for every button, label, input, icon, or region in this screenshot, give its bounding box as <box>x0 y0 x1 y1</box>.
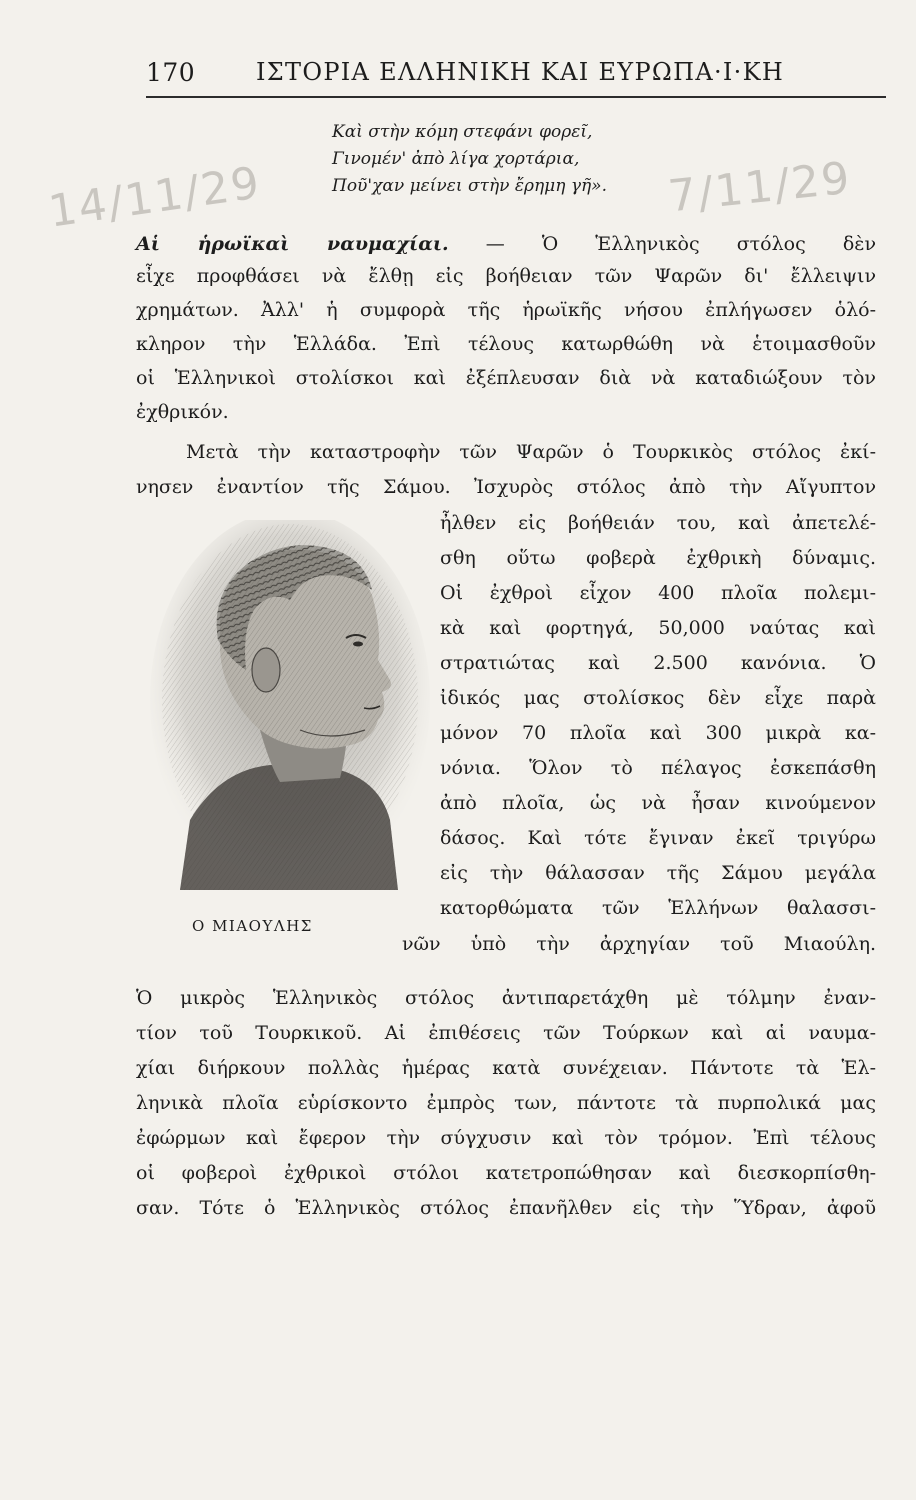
heading-line-text: — Ὁ Ἑλληνικὸς στόλος δὲν <box>485 233 877 255</box>
text-line: οἱ Ἑλληνικοὶ στολίσκοι καὶ ἐξέπλευσαν διὰ νὰ καταδιώξουν τὸν <box>136 367 876 389</box>
page-header <box>146 58 886 98</box>
text-line: σαν. Τότε ὁ Ἑλληνικὸς στόλος ἐπανῆλθεν εἰς τὴν Ὕδραν, ἀφοῦ <box>136 1197 876 1219</box>
text-line: δάσος. Καὶ τότε ἔγιναν ἐκεῖ τριγύρω <box>440 827 876 849</box>
portrait-caption: Ο ΜΙΑΟΥΛΗΣ <box>192 917 313 935</box>
text-line: Ὁ μικρὸς Ἑλληνικὸς στόλος ἀντιπαρετάχθη μὲ τόλμην ἐναν- <box>136 987 876 1009</box>
section-heading: Αἱ ἡρωϊκαὶ ναυμαχίαι. <box>136 233 449 255</box>
poem-line: Ποῦ'χαν μείνει στὴν ἔρημη γῆ». <box>332 176 607 196</box>
text-line: Μετὰ τὴν καταστροφὴν τῶν Ψαρῶν ὁ Τουρκικὸς στόλος ἐκί- <box>186 441 876 463</box>
header-rule <box>146 96 886 98</box>
text-line: ἦλθεν εἰς βοήθειάν του, καὶ ἀπετελέ- <box>440 512 876 534</box>
text-line: κληρον τὴν Ἑλλάδα. Ἐπὶ τέλους κατωρθώθη νὰ ἑτοιμασθοῦν <box>136 333 876 355</box>
text-line: μόνον 70 πλοῖα καὶ 300 μικρὰ κα- <box>440 722 876 744</box>
text-line: νησεν ἐναντίον τῆς Σάμου. Ἰσχυρὸς στόλος ἀπὸ τὴν Αἴγυπτον <box>136 476 876 498</box>
pencil-date-right: 7/11/29 <box>665 152 854 223</box>
text-line: νόνια. Ὅλον τὸ πέλαγος ἐσκεπάσθη <box>440 757 876 779</box>
poem-line: Γινομέν' ἀπὸ λίγα χορτάρια, <box>332 149 580 169</box>
text-line: Οἱ ἐχθροὶ εἶχον 400 πλοῖα πολεμι- <box>440 582 876 604</box>
page-number: 170 <box>146 58 196 87</box>
running-title: ΙΣΤΟΡΙΑ ΕΛΛΗΝΙΚΗ ΚΑΙ ΕΥΡΩΠΑ·Ι·ΚΗ <box>256 58 785 86</box>
section-heading-line <box>136 232 876 256</box>
portrait-engraving <box>150 520 430 910</box>
text-line: σθη οὕτω φοβερὰ ἐχθρικὴ δύναμις. <box>440 547 876 569</box>
text-line: ληνικὰ πλοῖα εὑρίσκοντο ἐμπρὸς των, πάντοτε τὰ πυρπολικά μας <box>136 1092 876 1114</box>
text-line: τίον τοῦ Τουρκικοῦ. Αἱ ἐπιθέσεις τῶν Τούρκων καὶ αἱ ναυμα- <box>136 1022 876 1044</box>
text-line: χίαι διήρκουν πολλὰς ἡμέρας κατὰ συνέχειαν. Πάντοτε τὰ Ἑλ- <box>136 1057 876 1079</box>
text-line: ἐφώρμων καὶ ἔφερον τὴν σύγχυσιν καὶ τὸν τρόμον. Ἐπὶ τέλους <box>136 1127 876 1149</box>
poem-quote <box>332 119 607 200</box>
text-line: εἶχε προφθάσει νὰ ἔλθῃ εἰς βοήθειαν τῶν Ψαρῶν δι' ἔλλειψιν <box>136 265 876 287</box>
text-line: νῶν ὑπὸ τὴν ἀρχηγίαν τοῦ Μιαούλη. <box>402 933 876 955</box>
text-line: κὰ καὶ φορτηγά, 50,000 ναύτας καὶ <box>440 617 876 639</box>
poem-line: Καὶ στὴν κόμη στεφάνι φορεῖ, <box>332 122 593 142</box>
text-line: χρημάτων. Ἀλλ' ἡ συμφορὰ τῆς ἡρωϊκῆς νήσου ἐπλήγωσεν ὁλό- <box>136 299 876 321</box>
text-line: οἱ φοβεροὶ ἐχθρικοὶ στόλοι κατετροπώθησαν καὶ διεσκορπίσθη- <box>136 1162 876 1184</box>
text-line: ἰδικός μας στολίσκος δὲν εἶχε παρὰ <box>440 687 876 709</box>
text-line: εἰς τὴν θάλασσαν τῆς Σάμου μεγάλα <box>440 862 876 884</box>
text-line: ἐχθρικόν. <box>136 401 229 423</box>
pencil-date-left: 14/11/29 <box>45 157 265 238</box>
text-line: στρατιώτας καὶ 2.500 κανόνια. Ὁ <box>440 652 876 674</box>
text-line: κατορθώματα τῶν Ἑλλήνων θαλασσι- <box>440 897 876 919</box>
text-line: ἀπὸ πλοῖα, ὡς νὰ ἦσαν κινούμενον <box>440 792 876 814</box>
